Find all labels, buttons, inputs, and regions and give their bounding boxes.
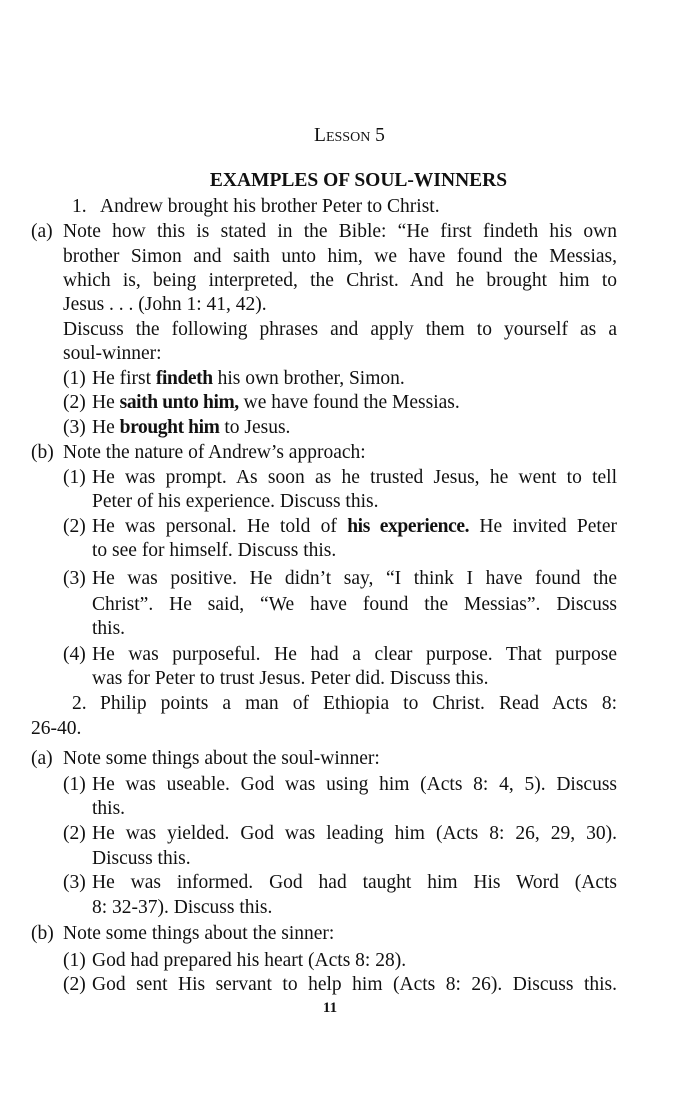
item-label: (4) [63,644,86,665]
line-text: He was prompt. As soon as he trusted Jesus, he went to tell [92,467,617,488]
line-text: Peter of his experience. Discuss this. [92,491,379,512]
line-text: He invited Peter [469,516,617,537]
text-line [92,871,617,895]
line-text: He was personal. He told of [92,516,348,537]
text-line [100,692,617,716]
emphasized-text: brought him [119,417,220,438]
text-line [92,847,617,871]
line-text: Andrew brought his brother Peter to Christ. [100,196,440,217]
line-text: to see for himself. Discuss this. [92,540,337,561]
line-text: He was positive. He didn’t say, “I think I have found the [92,568,617,589]
item-label: (2) [63,974,86,995]
line-text: He was useable. God was using him (Acts 8: 4, 5). Discuss [92,774,617,795]
line-text: He was yielded. God was leading him (Acts 8: 26, 29, 30). [92,823,617,844]
line-text: 8: 32-37). Discuss this. [92,897,273,918]
text-line [92,822,617,846]
item-label: (2) [63,823,86,844]
line-text: this. [92,618,126,639]
text-line [92,367,617,391]
line-text: we have found the Messias. [238,392,460,413]
text-line [63,318,617,342]
text-line [63,922,617,946]
line-text: He first [92,368,156,389]
item-label: (1) [63,774,86,795]
emphasized-text: his experience. [347,516,470,537]
line-text: Note how this is stated in the Bible: “He first findeth his own [63,221,617,242]
text-line [92,391,617,415]
text-line [92,797,617,821]
item-label: 2. [72,693,87,714]
emphasized-text: findeth [155,368,213,389]
line-text: was for Peter to trust Jesus. Peter did. Discuss this. [92,668,489,689]
line-text: Discuss this. [92,848,191,869]
item-label: (a) [31,221,53,242]
text-line [92,949,617,973]
line-text: which is, being interpreted, the Christ. And he brought him to [63,270,617,291]
item-label: 1. [72,196,87,217]
item-label: (b) [31,923,54,944]
text-line [63,220,617,244]
text-line [92,773,617,797]
line-text: He [92,392,120,413]
text-line [92,643,617,667]
text-line [92,567,617,591]
line-text: Note the nature of Andrew’s approach: [63,442,366,463]
line-text: He was informed. God had taught him His Word (Acts [92,872,617,893]
text-line [63,245,617,269]
item-label: (1) [63,950,86,971]
text-line [92,593,617,617]
line-text: his own brother, Simon. [212,368,405,389]
text-line [63,441,617,465]
item-label: (2) [63,392,86,413]
text-line [92,973,617,997]
line-text: brother Simon and saith unto him, we have found the Messias, [63,246,617,267]
lesson-label: Lesson 5 [314,125,385,146]
item-label: (1) [63,467,86,488]
text-line [92,490,617,514]
text-line [92,515,617,539]
item-label: (3) [63,568,86,589]
text-line [63,342,617,366]
text-line [31,717,617,741]
line-text: Philip points a man of Ethiopia to Christ. Read Acts 8: [100,693,617,714]
text-line [92,667,617,691]
line-text: 26-40. [31,718,82,739]
line-text: He was purposeful. He had a clear purpose. That purpose [92,644,617,665]
text-line [92,466,617,490]
line-text: He [92,417,120,438]
line-text: God sent His servant to help him (Acts 8: 26). Discuss this. [92,974,617,995]
text-line [100,195,617,219]
text-line [92,617,617,641]
item-label: (b) [31,442,54,463]
line-text: soul-winner: [63,343,162,364]
page-title: EXAMPLES OF SOUL-WINNERS [209,170,508,191]
text-line [63,747,617,771]
text-line [92,416,617,440]
text-line [92,539,617,563]
page-number: 11 [322,1000,338,1016]
line-text: to Jesus. [219,417,291,438]
item-label: (2) [63,516,86,537]
item-label: (3) [63,872,86,893]
item-label: (3) [63,417,86,438]
line-text: Christ”. He said, “We have found the Messias”. Discuss [92,594,617,615]
emphasized-text: saith unto him, [119,392,239,413]
line-text: Note some things about the soul-winner: [63,748,380,769]
line-text: God had prepared his heart (Acts 8: 28). [92,950,407,971]
line-text: Jesus . . . (John 1: 41, 42). [63,294,267,315]
line-text: Note some things about the sinner: [63,923,335,944]
text-line [92,896,617,920]
text-line [63,293,617,317]
line-text: Discuss the following phrases and apply them to yourself as a [63,319,617,340]
item-label: (a) [31,748,53,769]
item-label: (1) [63,368,86,389]
text-line [63,269,617,293]
line-text: this. [92,798,126,819]
